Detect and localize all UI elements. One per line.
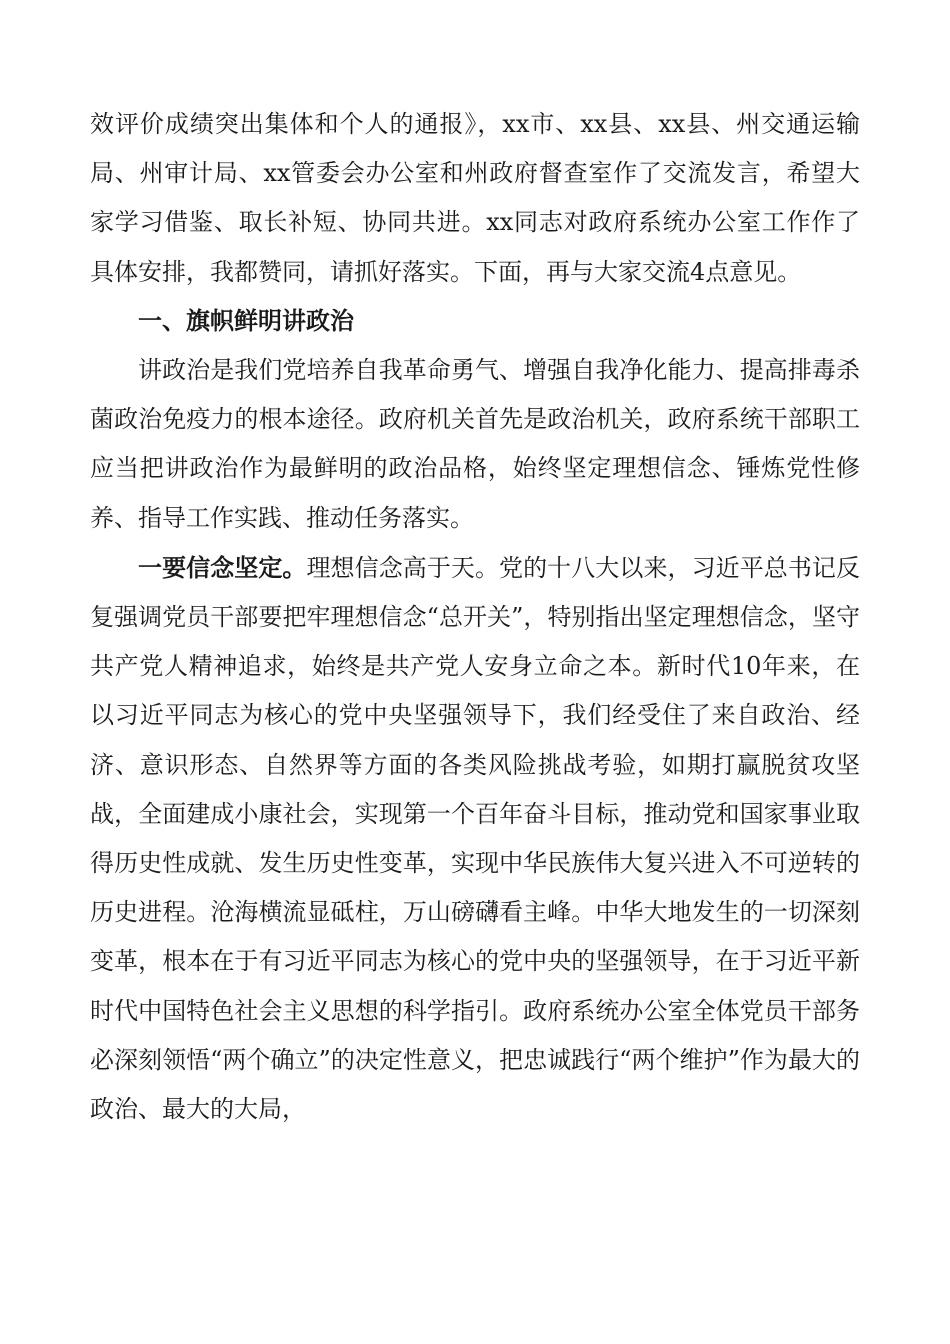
point-paragraph	[90, 543, 860, 1134]
intro-paragraph: 效评价成绩突出集体和个人的通报》，xx市、xx县、xx县、州交通运输局、州审计局、xx管委会办公室和州政府督查室作了交流发言，希望大家学习借鉴、取长补短、协同共进。xx同志对政府系统办公室工作作了具体安排，我都赞同，请抓好落实。下面，再与大家交流4点意见。	[90, 110, 860, 286]
section-heading: 一、旗帜鲜明讲政治	[138, 306, 354, 335]
section-paragraph: 讲政治是我们党培养自我革命勇气、增强自我净化能力、提高排毒杀菌政治免疫力的根本途径。政府机关首先是政治机关，政府系统干部职工应当把讲政治作为最鲜明的政治品格，始终坚定理想信念、锤炼党性修养、指导工作实践、推动任务落实。	[90, 356, 860, 532]
point-body: 理想信念高于天。党的十八大以来，习近平总书记反复强调党员干部要把牢理想信念“总开关”，特别指出坚定理想信念，坚守共产党人精神追求，始终是共产党人安身立命之本。新时代10年来，在以习近平同志为核心的党中央坚强领导下，我们经受住了来自政治、经济、意识形态、自然界等方面的各类风险挑战考验，如期打赢脱贫攻坚战，全面建成小康社会，实现第一个百年奋斗目标，推动党和国家事业取得历史性成就、发生历史性变革，实现中华民族伟大复兴进入不可逆转的历史进程。沧海横流显砥柱，万山磅礴看主峰。中华大地发生的一切深刻变革，根本在于有习近平同志为核心的党中央的坚强领导，在于习近平新时代中国特色社会主义思想的科学指引。政府系统办公室全体党员干部务必深刻领悟“两个确立”的决定性意义，把忠诚践行“两个维护”作为最大的政治、最大的大局，	[90, 553, 860, 1124]
point-lead: 一要信念坚定。	[138, 552, 307, 582]
document-body	[90, 100, 860, 1134]
